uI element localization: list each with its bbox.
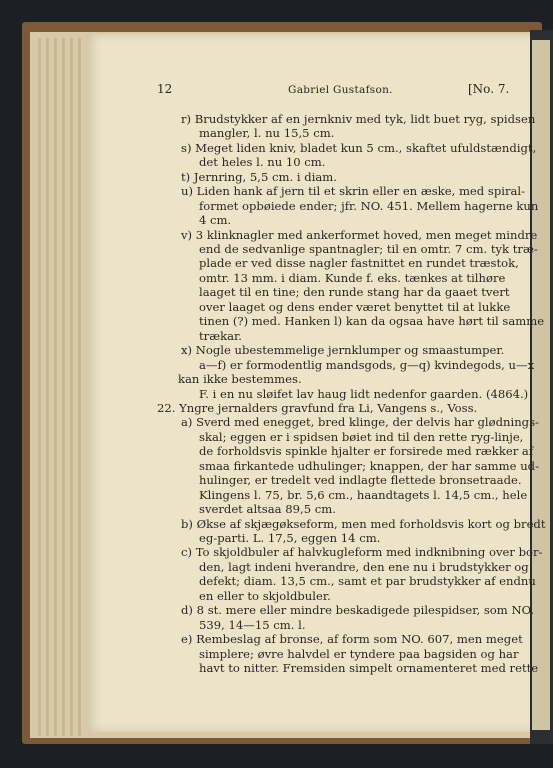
text-line: tinen (?) med. Hanken l) kan da ogsaa have hørt til samme [199,314,545,329]
text-line: Klingens l. 75, br. 5,6 cm., haandtagets l. 14,5 cm., hele [199,487,528,502]
text-line: a—f) er formodentlig mandsgods, g—q) kvindegods, u—x [199,357,535,372]
text-line: formet opbøiede ender; jfr. NO. 451. Mellem hagerne kun [199,198,539,213]
text-line: laaget til en tine; den runde stang har da gaaet tvert [199,285,510,300]
page-edge-line [70,38,73,736]
text-line: 4 cm. [199,213,232,228]
page-edge-line [38,38,41,736]
text-line: e) Rembeslag af bronse, af form som NO. 607, men meget [181,632,523,647]
text-line: omtr. 13 mm. i diam. Kunde f. eks. tænkes at tilhøre [199,270,506,285]
text-line: simplere; øvre halvdel er tyndere paa bagsiden og har [199,646,519,661]
page-edge-line [62,38,65,736]
text-line: c) To skjoldbuler af halvkugleform med indknibning over bor- [181,545,543,560]
text-line: plade er ved disse nagler fastnittet en rundet træstok, [199,256,519,271]
text-line: sverdet altsaa 89,5 cm. [199,502,336,517]
running-title: Gabriel Gustafson. [288,84,393,96]
text-line: defekt; diam. 13,5 cm., samt et par brudstykker af endnu [199,574,536,589]
page-edge-line [78,38,81,736]
text-line: mangler, l. nu 15,5 cm. [199,126,335,141]
text-line: det heles l. nu 10 cm. [199,155,326,170]
text-line: havt to nitter. Fremsiden simpelt ornamenteret med rette [199,661,539,675]
page-edge-line [54,38,57,736]
text-line: a) Sverd med enegget, bred klinge, der delvis har glødnings- [181,415,539,430]
text-line: u) Liden hank af jern til et skrin eller en æske, med spiral- [181,184,526,199]
text-line: den, lagt indeni hverandre, den ene nu i brudstykker og [199,559,529,574]
text-line: end de sedvanlige spantnagler; til en omtr. 7 cm. tyk træ- [199,242,538,257]
text-line: 22. Yngre jernalders gravfund fra Li, Vangens s., Voss. [157,400,478,415]
text-line: eg-parti. L. 17,5, eggen 14 cm. [199,530,381,545]
text-line: skal; eggen er i spidsen bøiet ind til den rette ryg-linje, [199,429,524,444]
text-line: t) Jernring, 5,5 cm. i diam. [181,169,337,184]
text-line: x) Nogle ubestemmelige jernklumper og smaastumper. [181,343,505,358]
text-line: hulinger, er tredelt ved indlagte flettede bronsetraade. [199,473,522,488]
text-line: b) Økse af skjægøkseform, men med forholdsvis kort og bredt [181,516,546,531]
page-number: 12 [157,82,173,96]
text-line: en eller to skjoldbuler. [199,588,331,603]
text-line: trækar. [199,328,242,343]
text-line: s) Meget liden kniv, bladet kun 5 cm., skaftet ufuldstændigt, [181,140,537,155]
text-line: kan ikke bestemmes. [178,372,302,387]
text-line: over laaget og dens ender været benyttet til at lukke [199,299,511,314]
issue-ref: [No. 7. [468,82,510,96]
page-edge-line [46,38,49,736]
text-line: d) 8 st. mere eller mindre beskadigede pilespidser, som NO. [181,603,535,618]
text-line: r) Brudstykker af en jernkniv med tyk, lidt buet ryg, spidsen [181,112,536,126]
text-line: smaa firkantede udhulinger; knappen, der har samme ud- [199,458,540,473]
text-line: F. i en nu sløifet lav haug lidt nedenfor gaarden. (4864.) [199,386,529,401]
text-line: v) 3 klinknagler med ankerformet hoved, men meget mindre [181,227,538,242]
text-line: 539, 14—15 cm. l. [199,617,306,632]
text-line: de forholdsvis spinkle hjalter er forsirede med rækker af [199,444,534,459]
